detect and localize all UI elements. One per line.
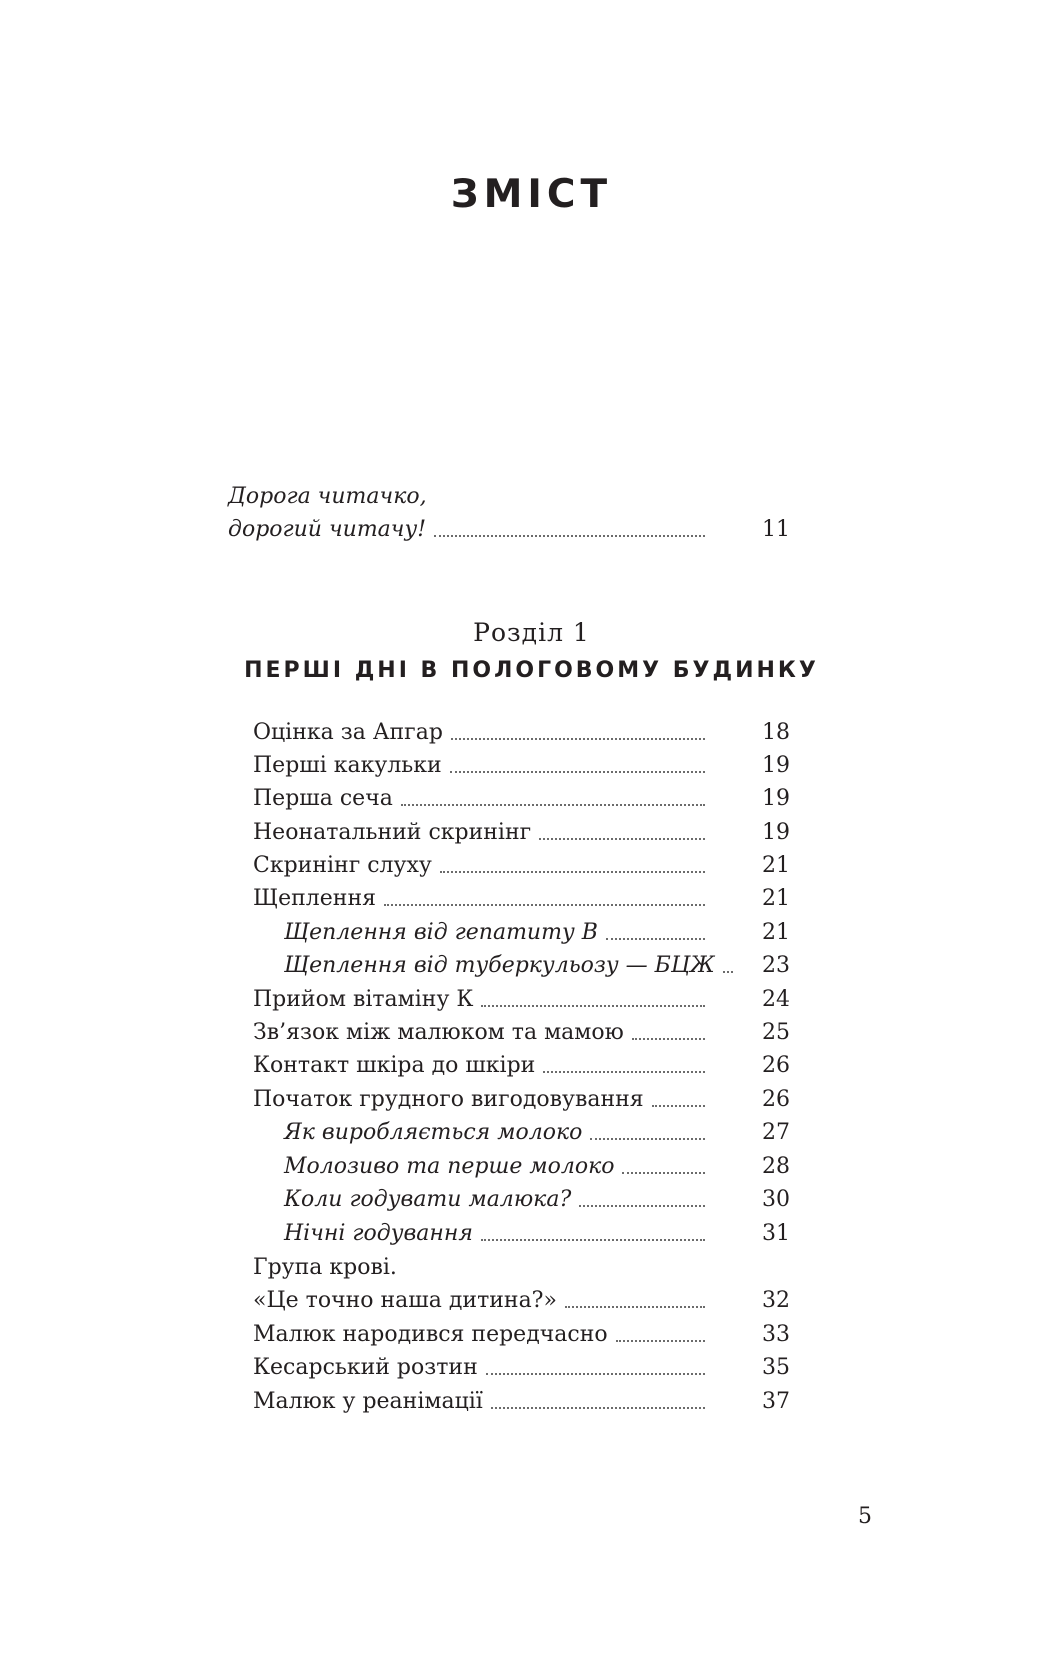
toc-subentry[interactable]	[284, 1118, 790, 1148]
toc-page-number: 23	[762, 953, 790, 978]
toc-page-number: 30	[762, 1187, 790, 1212]
toc-page-number: 21	[762, 920, 790, 945]
section-title: ПЕРШІ ДНІ В ПОЛОГОВОМУ БУДИНКУ	[244, 658, 819, 683]
toc-subentry[interactable]	[284, 1152, 790, 1182]
dot-leader	[632, 1038, 705, 1040]
dot-leader	[579, 1205, 705, 1207]
page-number: 5	[858, 1504, 872, 1529]
toc-entry[interactable]	[253, 985, 790, 1015]
toc-page-number: 28	[762, 1154, 790, 1179]
toc-page-number: 21	[762, 853, 790, 878]
page-title: ЗМІСТ	[450, 172, 613, 217]
toc-entry-label: Контакт шкіра до шкіри	[253, 1053, 536, 1078]
toc-page-number: 21	[762, 886, 790, 911]
toc-entry[interactable]	[253, 884, 790, 914]
dot-leader	[606, 938, 705, 940]
toc-entry-label: «Це точно наша дитина?»	[253, 1288, 557, 1313]
toc-subentry[interactable]	[284, 918, 790, 948]
toc-entry-label: Неонатальний скринінг	[253, 820, 532, 845]
dot-leader	[543, 1071, 705, 1073]
toc-page-number: 24	[762, 987, 790, 1012]
toc-page-number: 26	[762, 1087, 790, 1112]
toc-entry[interactable]	[253, 1085, 790, 1115]
toc-entry[interactable]	[253, 718, 790, 748]
toc-entry[interactable]	[253, 1018, 790, 1048]
dot-leader	[434, 535, 705, 537]
toc-entry[interactable]	[253, 1286, 790, 1316]
toc-page-number: 25	[762, 1020, 790, 1045]
toc-entry-label: Малюк народився передчасно	[253, 1322, 608, 1347]
toc-entry-intro[interactable]	[228, 515, 790, 545]
dot-leader	[616, 1340, 705, 1342]
toc-entry[interactable]	[253, 851, 790, 881]
toc-entry-label-line-1: Група крові.	[253, 1255, 397, 1280]
toc-entry-label: Скринінг слуху	[253, 853, 432, 878]
toc-entry-label: Початок грудного вигодовування	[253, 1087, 644, 1112]
toc-entry-label: Щеплення від туберкульозу — БЦЖ	[284, 953, 715, 978]
toc-entry-label: Щеплення від гепатиту В	[284, 920, 598, 945]
dot-leader	[723, 971, 733, 973]
intro-line-1: Дорога читачко,	[228, 484, 427, 509]
toc-entry[interactable]	[253, 1051, 790, 1081]
toc-entry-label: Перші какульки	[253, 753, 442, 778]
dot-leader	[486, 1373, 705, 1375]
toc-page-number: 18	[762, 720, 790, 745]
dot-leader	[440, 871, 705, 873]
toc-entry[interactable]	[253, 1320, 790, 1350]
toc-entry-label: Зв’язок між малюком та мамою	[253, 1020, 624, 1045]
toc-entry-label: Нічні годування	[284, 1221, 473, 1246]
dot-leader	[491, 1407, 705, 1409]
toc-entry-label: Коли годувати малюка?	[284, 1187, 572, 1212]
dot-leader	[450, 771, 705, 773]
toc-entry-label: Щеплення	[253, 886, 376, 911]
toc-entry-label: Перша сеча	[253, 786, 393, 811]
toc-subentry[interactable]	[284, 1219, 790, 1249]
dot-leader	[401, 804, 705, 806]
toc-page-number: 31	[762, 1221, 790, 1246]
toc-subentry[interactable]	[284, 951, 790, 981]
toc-entry[interactable]	[253, 784, 790, 814]
toc-page-number: 26	[762, 1053, 790, 1078]
toc-page-number: 27	[762, 1120, 790, 1145]
toc-page-number: 32	[762, 1288, 790, 1313]
dot-leader	[652, 1105, 705, 1107]
toc-entry[interactable]	[253, 1387, 790, 1417]
dot-leader	[622, 1172, 705, 1174]
toc-page-number: 19	[762, 753, 790, 778]
toc-page-number: 37	[762, 1389, 790, 1414]
toc-entry-label: Оцінка за Апгар	[253, 720, 443, 745]
dot-leader	[539, 838, 705, 840]
toc-entry-label: Прийом вітаміну К	[253, 987, 474, 1012]
toc-page-number: 19	[762, 820, 790, 845]
toc-subentry[interactable]	[284, 1185, 790, 1215]
toc-page-number: 35	[762, 1355, 790, 1380]
toc-page-number: 11	[762, 517, 790, 542]
toc-entry-label: дорогий читачу!	[228, 517, 427, 542]
dot-leader	[481, 1239, 705, 1241]
toc-entry-label: Малюк у реанімації	[253, 1389, 483, 1414]
dot-leader	[451, 738, 705, 740]
toc-entry[interactable]	[253, 818, 790, 848]
toc-page-number: 33	[762, 1322, 790, 1347]
toc-entry-label: Як виробляється молоко	[284, 1120, 583, 1145]
dot-leader	[590, 1138, 705, 1140]
dot-leader	[384, 904, 705, 906]
dot-leader	[565, 1306, 705, 1308]
toc-entry[interactable]	[253, 1353, 790, 1383]
toc-entry-label: Молозиво та перше молоко	[284, 1154, 615, 1179]
dot-leader	[481, 1005, 705, 1007]
toc-page-number: 19	[762, 786, 790, 811]
section-number: Розділ 1	[473, 618, 590, 647]
toc-entry[interactable]	[253, 751, 790, 781]
toc-entry-label: Кесарський розтин	[253, 1355, 478, 1380]
